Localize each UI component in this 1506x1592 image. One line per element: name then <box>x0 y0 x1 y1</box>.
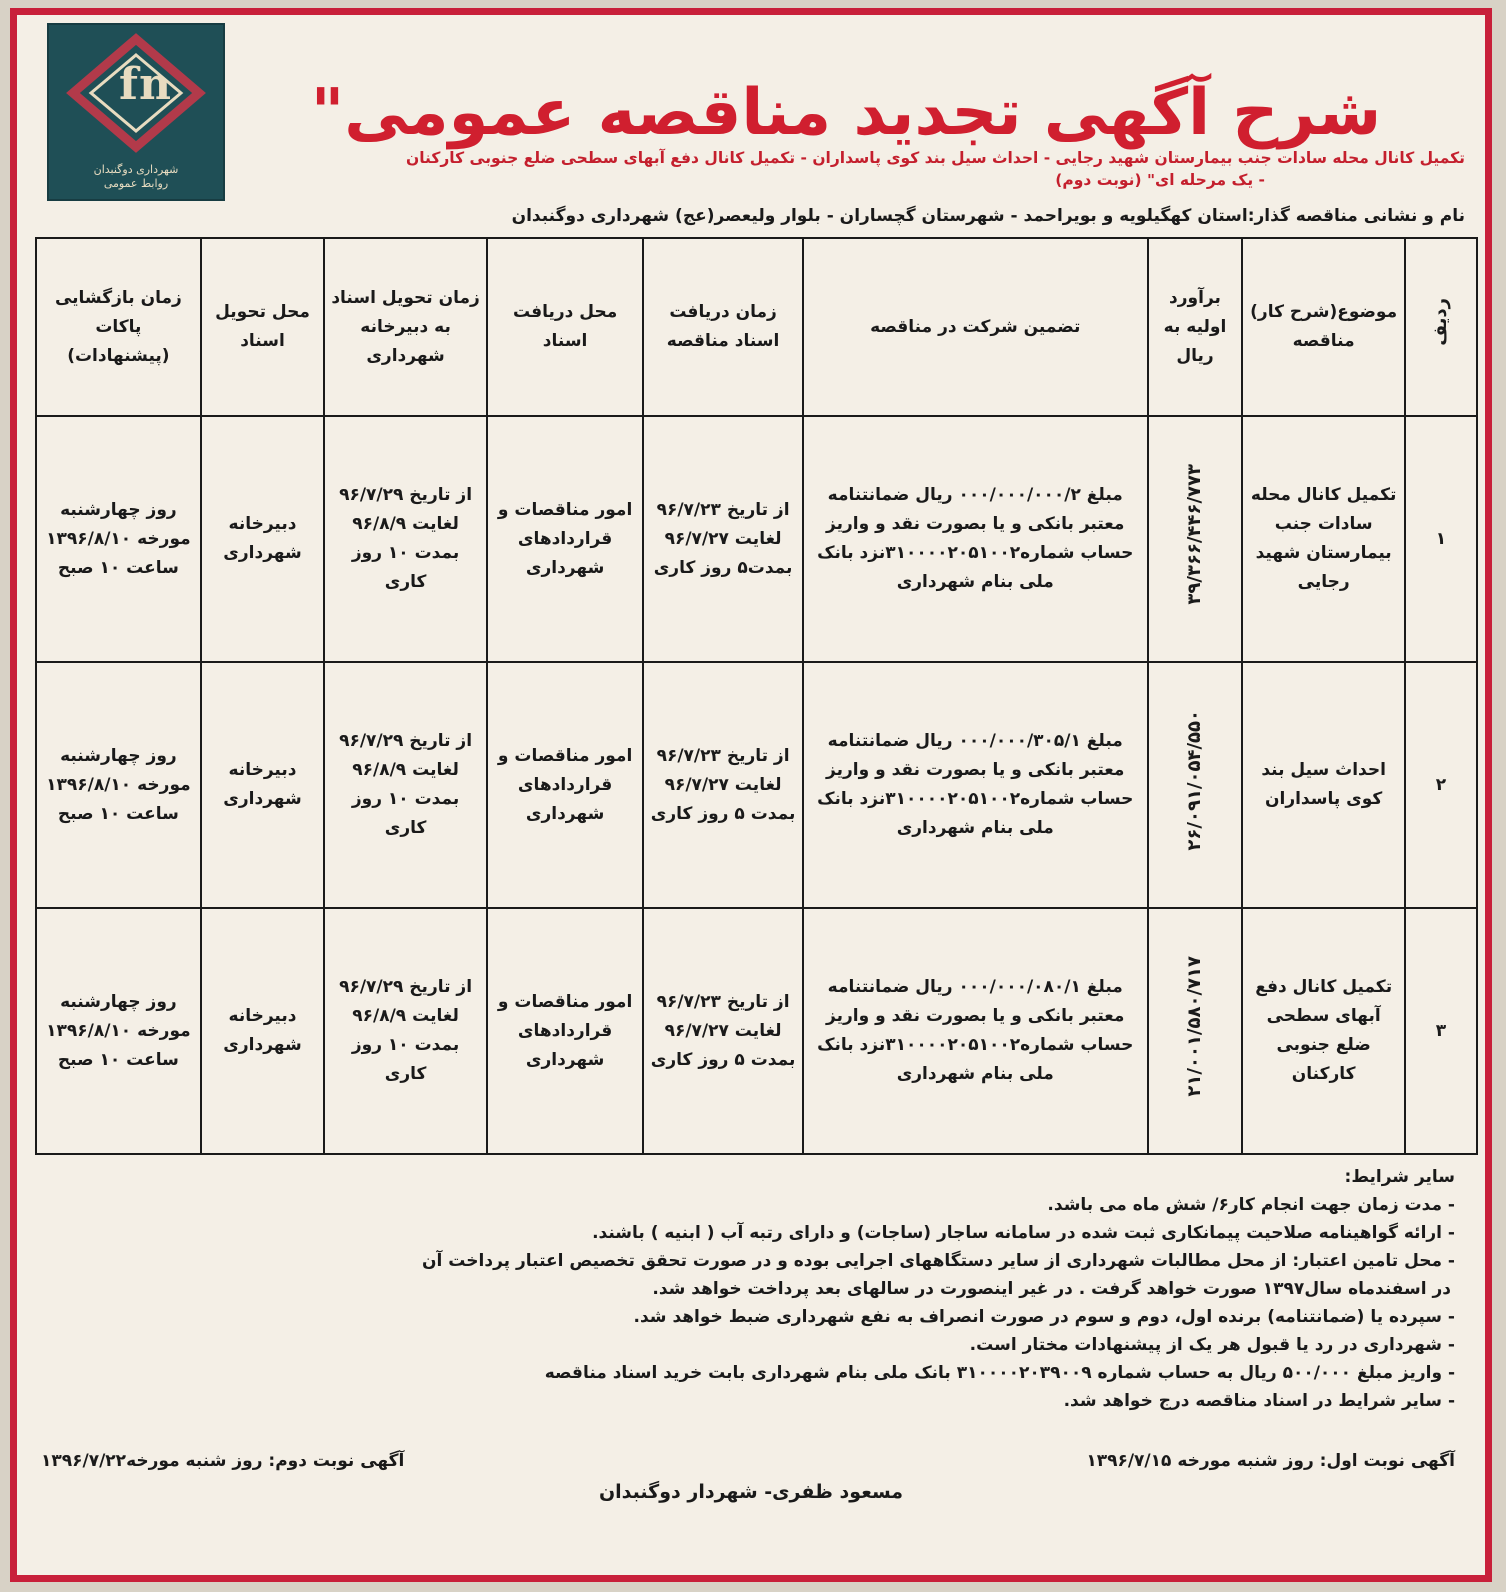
table-row <box>36 908 1477 1154</box>
cell-receive-time: از تاریخ ۹۶/۷/۲۳ لغایت ۹۶/۷/۲۷ بمدت۵ روز کاری <box>643 416 803 662</box>
cell-receive-time: از تاریخ ۹۶/۷/۲۳ لغایت ۹۶/۷/۲۷ بمدت ۵ روز کاری <box>643 662 803 908</box>
condition-item: - مدت زمان جهت انجام کار۶/ شش ماه می باشد. <box>1047 1195 1455 1215</box>
second-notice-date: آگهی نوبت دوم: روز شنبه مورخه۱۳۹۶/۷/۲۲ <box>41 1451 405 1471</box>
cell-guarantee: مبلغ ۰۰۰/۰۰۰/۰۸۰/۱ ریال ضمانتنامه معتبر بانکی و یا بصورت نقد و واریز حساب شماره۳۱۰۰۰۰۲۰۵۱۰۰۲نزد بانک ملی بنام شهرداری <box>803 908 1148 1154</box>
logo-text-line1: شهرداری دوگنبدان <box>93 163 179 176</box>
ad-title: "شرح آگهی تجدید مناقصه عمومی <box>310 76 1382 150</box>
cell-row-no: ۳ <box>1405 908 1477 1154</box>
notice-dates <box>41 1447 1455 1475</box>
cell-row-no: ۱ <box>1405 416 1477 662</box>
cell-estimate: ۳۹/۳۶۶/۴۴۶/۷۷۳ <box>1148 416 1243 662</box>
cell-deliver-time: از تاریخ ۹۶/۷/۲۹ لغایت ۹۶/۸/۹ بمدت ۱۰ روز کاری <box>324 662 487 908</box>
cell-row-no: ۲ <box>1405 662 1477 908</box>
cell-estimate: ۲۱/۰۰۱/۵۸۰/۷۱۷ <box>1148 908 1243 1154</box>
mayor-signature: مسعود ظفری- شهردار دوگنبدان <box>598 1481 904 1503</box>
condition-item: - سپرده یا (ضمانتنامه) برنده اول، دوم و سوم در صورت انصراف به نفع شهرداری ضبط خواهد شد. <box>633 1307 1455 1327</box>
cell-subject: تکمیل کانال دفع آبهای سطحی ضلع جنوبی کارکنان <box>1242 908 1405 1154</box>
condition-item: - محل تامین اعتبار: از محل مطالبات شهرداری از سایر دستگاههای اجرایی بوده و در صورت تحقق تخصیص اعتبار پرداخت آن <box>422 1251 1455 1271</box>
header-deliver-time: زمان تحویل اسناد به دبیرخانه شهرداری <box>324 238 487 416</box>
header-receive-place: محل دریافت اسناد <box>487 238 643 416</box>
ad-subtitle <box>249 147 1465 191</box>
cell-receive-place: امور مناقصات و قراردادهای شهرداری <box>487 662 643 908</box>
condition-item: در اسفندماه سال۱۳۹۷ صورت خواهد گرفت . در غیر اینصورت در سالهای بعد پرداخت خواهد شد. <box>652 1279 1451 1299</box>
tender-organizer-address: نام و نشانی مناقصه گذار:استان کهگیلویه و بویراحمد - شهرستان گچساران - بلوار ولیعصر(عج) شهرداری دوگنبدان <box>511 206 1465 226</box>
cell-deliver-place: دبیرخانه شهرداری <box>201 662 325 908</box>
header-deliver-place: محل تحویل اسناد <box>201 238 325 416</box>
cell-receive-place: امور مناقصات و قراردادهای شهرداری <box>487 416 643 662</box>
header-estimate: برآورد اولیه به ریال <box>1148 238 1243 416</box>
first-notice-date: آگهی نوبت اول: روز شنبه مورخه ۱۳۹۶/۷/۱۵ <box>1086 1451 1455 1471</box>
svg-text:n: n <box>139 59 171 110</box>
ad-subtitle-line1: تکمیل کانال محله سادات جنب بیمارستان شهید رجایی - احداث سیل بند کوی پاسداران - تکمیل کانال دفع آبهای سطحی ضلع جنوبی کارکنان <box>405 149 1465 167</box>
condition-item: - شهرداری در رد یا قبول هر یک از پیشنهادات مختار است. <box>969 1335 1455 1355</box>
cell-deliver-place: دبیرخانه شهرداری <box>201 908 325 1154</box>
cell-opening-time: روز چهارشنبه مورخه ۱۳۹۶/۸/۱۰ ساعت ۱۰ صبح <box>36 662 201 908</box>
cell-subject: تکمیل کانال محله سادات جنب بیمارستان شهید رجایی <box>1242 416 1405 662</box>
header-receive-time: زمان دریافت اسناد مناقصه <box>643 238 803 416</box>
table-row <box>36 416 1477 662</box>
cell-deliver-time: از تاریخ ۹۶/۷/۲۹ لغایت ۹۶/۸/۹ بمدت ۱۰ روز کاری <box>324 908 487 1154</box>
header-subject: موضوع(شرح کار) مناقصه <box>1242 238 1405 416</box>
cell-estimate: ۲۶/۰۹۱/۰۵۴/۵۵۰ <box>1148 662 1243 908</box>
svg-text:f: f <box>119 59 138 110</box>
header-row-no: ردیف <box>1405 238 1477 416</box>
advertisement-body <box>29 23 1473 1567</box>
tender-table <box>35 237 1478 1155</box>
cell-deliver-place: دبیرخانه شهرداری <box>201 416 325 662</box>
condition-item: - سایر شرایط در اسناد مناقصه درج خواهد شد. <box>1063 1391 1455 1411</box>
header-opening-time: زمان بازگشایی پاکات (پیشنهادات) <box>36 238 201 416</box>
cell-receive-place: امور مناقصات و قراردادهای شهرداری <box>487 908 643 1154</box>
cell-guarantee: مبلغ ۰۰۰/۰۰۰/۰۰۰/۲ ریال ضمانتنامه معتبر بانکی و یا بصورت نقد و واریز حساب شماره۳۱۰۰۰۰۲۰۵۱۰۰۲نزد بانک ملی بنام شهرداری <box>803 416 1148 662</box>
municipality-emblem-icon <box>61 33 211 153</box>
cell-opening-time: روز چهارشنبه مورخه ۱۳۹۶/۸/۱۰ ساعت ۱۰ صبح <box>36 416 201 662</box>
conditions-heading: سایر شرایط: <box>1344 1167 1455 1187</box>
advertisement-frame <box>10 8 1492 1582</box>
logo-text <box>94 163 179 191</box>
condition-item: - ارائه گواهینامه صلاحیت پیمانکاری ثبت شده در سامانه ساجار (ساجات) و دارای رتبه آب ( ابنیه ) باشند. <box>592 1223 1455 1243</box>
cell-receive-time: از تاریخ ۹۶/۷/۲۳ لغایت ۹۶/۷/۲۷ بمدت ۵ روز کاری <box>643 908 803 1154</box>
cell-subject: احداث سیل بند کوی پاسداران <box>1242 662 1405 908</box>
cell-opening-time: روز چهارشنبه مورخه ۱۳۹۶/۸/۱۰ ساعت ۱۰ صبح <box>36 908 201 1154</box>
condition-item: - واریز مبلغ ۵۰۰/۰۰۰ ریال به حساب شماره ۳۱۰۰۰۰۲۰۳۹۰۰۹ بانک ملی بنام شهرداری بابت خرید اسناد مناقصه <box>544 1363 1455 1383</box>
municipality-logo <box>47 23 225 201</box>
header-guarantee: تضمین شرکت در مناقصه <box>803 238 1148 416</box>
table-row <box>36 662 1477 908</box>
table-header-row <box>36 238 1477 416</box>
other-conditions <box>41 1163 1455 1415</box>
cell-deliver-time: از تاریخ ۹۶/۷/۲۹ لغایت ۹۶/۸/۹ بمدت ۱۰ روز کاری <box>324 416 487 662</box>
cell-guarantee: مبلغ ۰۰۰/۰۰۰/۳۰۵/۱ ریال ضمانتنامه معتبر بانکی و یا بصورت نقد و واریز حساب شماره۳۱۰۰۰۰۲۰۵۱۰۰۲نزد بانک ملی بنام شهرداری <box>803 662 1148 908</box>
ad-subtitle-line2: - یک مرحله ای" (نوبت دوم) <box>1055 171 1265 189</box>
logo-text-line2: روابط عمومی <box>103 177 169 190</box>
